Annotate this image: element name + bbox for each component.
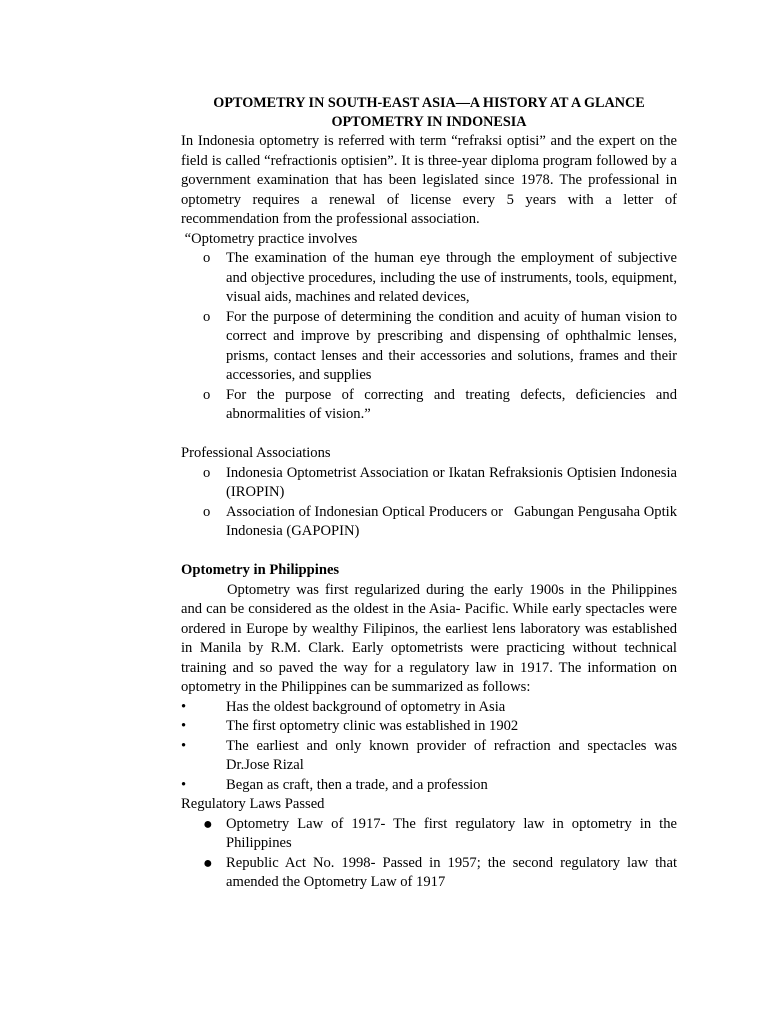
list-item: [181, 737, 677, 776]
list-item: [181, 854, 677, 893]
indonesia-intro-paragraph: In Indonesia optometry is referred with term “refraksi optisi” and the expert on the field is called “refractionis optisien”. It is three-year diploma program followed by a government examination that has been legislated since 1978. The professional in optometry requires a renewal of license every 5 years with a letter of recommendation from the professional association.: [181, 133, 677, 227]
association-item-text: Indonesia Optometrist Association or Ikatan Refraksionis Optisien Indonesia (IROPIN): [226, 464, 677, 500]
circle-bullet-icon: o: [203, 503, 211, 520]
dot-bullet-icon: ●: [203, 854, 213, 872]
associations-heading: Professional Associations: [181, 445, 331, 461]
circle-bullet-icon: o: [203, 250, 211, 266]
law-item-text: Republic Act No. 1998- Passed in 1957; the second regulatory law that amended the Optometry Law of 1917: [226, 854, 677, 890]
practice-item-text: For the purpose of determining the condition and acuity of human vision to correct and improve by prescribing and dispensing of ophthalmic lenses, prisms, contact lenses and their accessories and solutions, frames and their accessories, and supplies: [226, 308, 677, 383]
philippines-facts-list: [181, 698, 677, 796]
circle-bullet-icon: o: [203, 308, 211, 325]
circle-bullet-icon: o: [203, 386, 211, 403]
document-title: [181, 94, 677, 132]
bullet-icon: •: [181, 776, 187, 793]
title-line-sub: OPTOMETRY IN INDONESIA: [331, 114, 527, 130]
fact-item-text: Has the oldest background of optometry in Asia: [226, 698, 506, 715]
spacer: [181, 542, 677, 562]
dot-bullet-icon: ●: [203, 815, 213, 833]
spacer: [181, 425, 677, 445]
laws-heading: Regulatory Laws Passed: [181, 796, 325, 812]
practice-lead-text: “Optometry practice involves: [181, 230, 358, 247]
list-item: [181, 815, 677, 854]
fact-item-text: The first optometry clinic was established in 1902: [226, 718, 519, 734]
title-line-main: OPTOMETRY IN SOUTH-EAST ASIA—A HISTORY AT A GLANCE: [213, 95, 645, 111]
philippines-heading: Optometry in Philippines: [181, 562, 340, 578]
practice-list: [181, 249, 677, 425]
list-item: [181, 776, 677, 796]
fact-item-text: The earliest and only known provider of refraction and spectacles was Dr.Jose Rizal: [226, 737, 677, 773]
law-item-text: Optometry Law of 1917- The first regulatory law in optometry in the Philippines: [226, 815, 677, 851]
document-page: [181, 94, 681, 893]
list-item: [181, 386, 677, 425]
list-item: [181, 308, 677, 386]
association-item-text: Association of Indonesian Optical Producers or Gabungan Pengusaha Optik Indonesia (GAPOPIN): [226, 503, 681, 539]
bullet-icon: •: [181, 698, 187, 715]
list-item: [181, 464, 677, 503]
practice-item-text: The examination of the human eye through the employment of subjective and objective procedures, including the use of instruments, tools, equipment, visual aids, machines and related devices,: [226, 250, 677, 305]
practice-item-text: For the purpose of correcting and treating defects, deficiencies and abnormalities of vision.”: [226, 386, 677, 422]
fact-item-text: Began as craft, then a trade, and a profession: [226, 776, 488, 793]
philippines-intro-paragraph: Optometry was first regularized during the early 1900s in the Philippines and can be considered as the oldest in the Asia- Pacific. While early spectacles were ordered in Europe by wealthy Filipinos, the earliest lens laboratory was established in Manila by R.M. Clark. Early optometrists were practicing without technical training and so paved the way for a regulatory law in 1917. The information on optometry in the Philippines can be summarized as follows:: [181, 581, 677, 695]
associations-list: [181, 464, 681, 542]
bullet-icon: •: [181, 737, 187, 754]
laws-list: [181, 815, 677, 893]
list-item: [181, 503, 681, 542]
circle-bullet-icon: o: [203, 464, 211, 481]
list-item: [181, 249, 677, 308]
bullet-icon: •: [181, 718, 187, 734]
list-item: [181, 717, 677, 737]
list-item: [181, 698, 677, 718]
